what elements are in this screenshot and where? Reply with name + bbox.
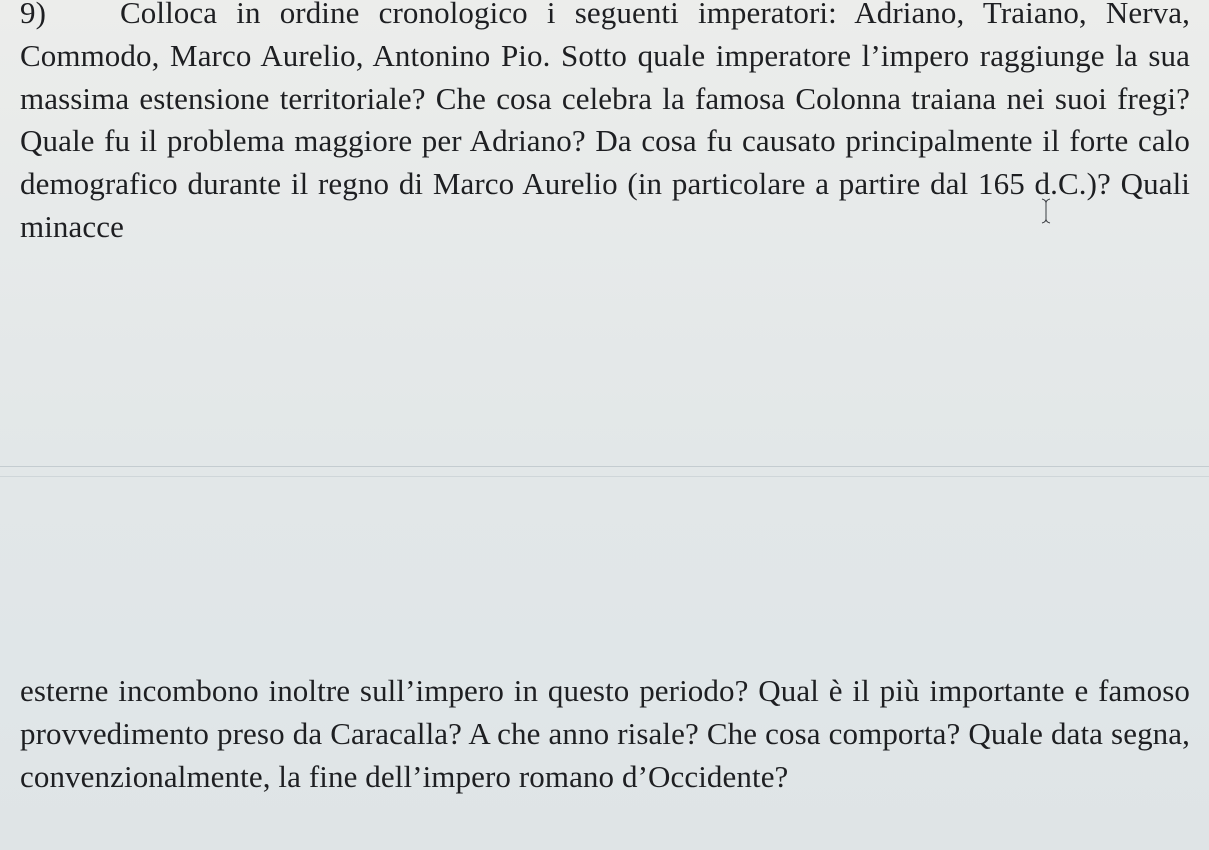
divider-line-lower [0, 476, 1209, 477]
page-divider [0, 466, 1209, 480]
divider-line-upper [0, 466, 1209, 467]
question-paragraph-top [20, 0, 1190, 249]
i-beam-cursor-icon [1041, 198, 1051, 224]
question-number: 9) [20, 0, 47, 30]
question-text-part1: Colloca in ordine cronologico i seguenti imperatori: Adriano, Traiano, Nerva, Commodo, Marco Aurelio, Antonino Pio. Sotto quale imperatore l’impero raggiunge la sua massima estensione territoriale? Che cosa celebra la famosa Colonna traiana nei suoi fregi? Quale fu il problema maggiore per Adriano? Da cosa fu causato principalmente il forte calo demografico durante il regno di Marco Aurelio (in particolare a partire dal 165 d.C.)? Quali minacce [20, 0, 1190, 244]
question-paragraph-bottom: esterne incombono inoltre sull’impero in questo periodo? Qual è il più importante e famoso provvedimento preso da Caracalla? A che anno risale? Che cosa comporta? Quale data segna, convenzionalmente, la fine dell’impero romano d’Occidente? [20, 673, 1190, 794]
